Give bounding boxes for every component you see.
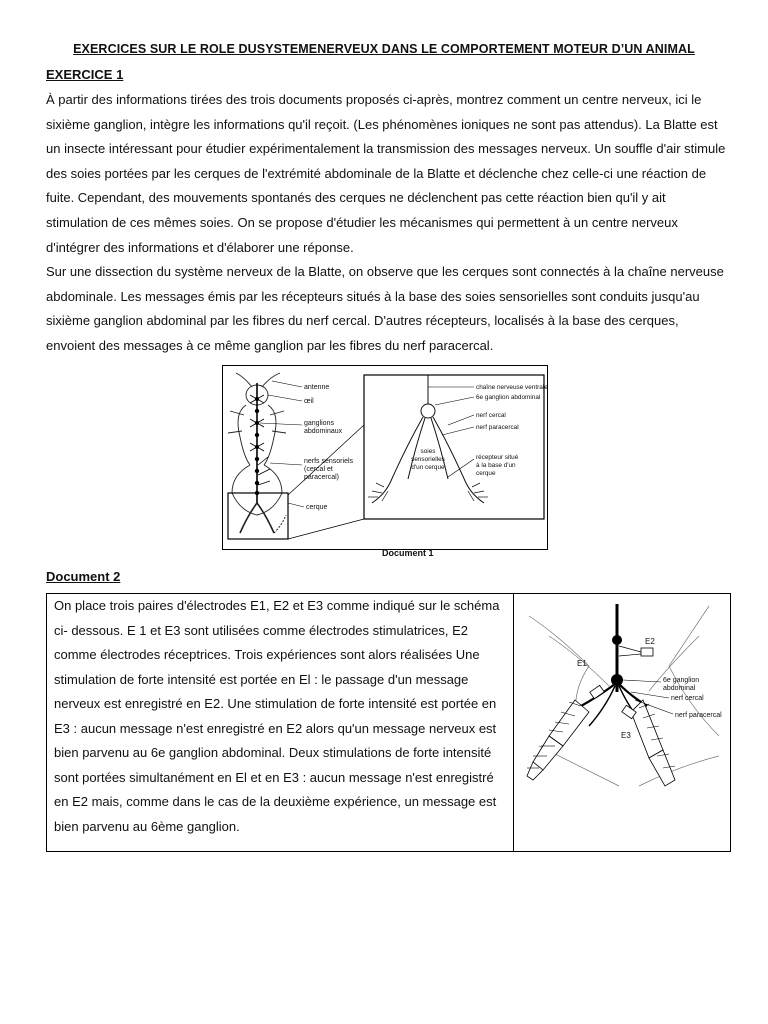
label-e3: E3: [621, 731, 631, 740]
label-recepteur-3: cerque: [476, 470, 496, 477]
label-nerfs-2: (cercal et: [304, 466, 333, 473]
label-e2: E2: [645, 637, 655, 646]
document1-figure: [222, 365, 548, 558]
label-nerf-cercal: nerf cercal: [476, 412, 506, 419]
label-e1: E1: [577, 659, 587, 668]
label-chaine: chaîne nerveuse ventrale: [476, 384, 548, 391]
label-antenne: antenne: [304, 384, 330, 391]
document2-heading: Document 2: [46, 569, 121, 584]
label-nerfs-1: nerfs sensoriels: [304, 458, 354, 465]
label-nerf-cercal-2: nerf cercal: [671, 695, 704, 702]
label-oeil: œil: [304, 398, 314, 405]
label-soies-1: soies: [420, 448, 436, 455]
label-ganglion-b: abdominal: [663, 685, 696, 692]
document1-caption: Document 1: [382, 548, 434, 558]
exercise-paragraph-2: Sur une dissection du système nerveux de la Blatte, on observe que les cerques sont connectés à la chaîne nerveuse abdominale. Les messages émis par les récepteurs situés à la base des soies sensorielles sont conduits jusqu'au sixième ganglion abdominal par les fibres du nerf cercal. D'autres récepteurs, localisés à la base des cerques, envoient des messages à ce même ganglion par les fibres du nerf paracercal.: [46, 264, 724, 353]
label-nerf-paracercal: nerf paracercal: [476, 424, 519, 431]
label-ganglions-2: abdominaux: [304, 428, 343, 435]
document2-table: [46, 593, 731, 852]
label-recepteur-2: à la base d'un: [476, 462, 516, 469]
label-ganglion-a: 6e ganglion: [663, 677, 700, 684]
label-nerfs-3: paracercal): [304, 474, 340, 481]
document2-figure: [519, 596, 727, 798]
page-title: EXERCICES SUR LE ROLE DUSYSTEMENERVEUX DANS LE COMPORTEMENT MOTEUR D’UN ANIMAL: [73, 42, 695, 56]
label-ganglions-1: ganglions: [304, 420, 334, 427]
label-ganglion6: 6e ganglion abdominal: [476, 394, 541, 401]
exercise-paragraph-1: À partir des informations tirées des trois documents proposés ci-après, montrez comment un centre nerveux, ici le sixième ganglion, intègre les informations qu'il reçoit. (Les phénomènes ioniques ne sont pas attendus). La Blatte est un insecte intéressant pour étudier expérimentalement la transmission des messages nerveux. Un souffle d'air stimule des soies portées par les cerques de l'extrémité abdominale de la Blatte et déclenche chez celle-ci une réaction de fuite. Cependant, des mouvements spontanés des cerques ne déclenchent pas cette réaction bien qu'il y ait stimulation de ces mêmes soies. On se propose d'étudier les mécanismes qui permettent à un centre nerveux d'intégrer des informations et d'élaborer une réponse.: [46, 92, 726, 255]
label-recepteur-1: récepteur situé: [476, 454, 519, 461]
document2-text: On place trois paires d'électrodes E1, E2 et E3 comme indiqué sur le schéma ci- dessous. E 1 et E3 sont utilisées comme électrodes stimulatrices, E2 comme électrodes réceptrices. Trois expériences sont alors réalisées Une stimulation de forte intensité est portée en El : le passage d'un message nerveux est enregistré en E2. Une stimulation de forte intensité est portée en E3 : aucun message n'est enregistré en E2 alors qu'un message nerveux est bien parvenu au 6e ganglion abdominal. Deux stimulations de forte intensité sont portées simultanément en El et en E3 : aucun message n'est enregistré en E2 mais, comme dans le cas de la deuxième expérience, un message est bien parvenu au 6ème ganglion.: [54, 598, 500, 834]
exercise-heading: EXERCICE 1: [46, 67, 124, 82]
label-soies-3: d'un cerque: [411, 464, 445, 471]
label-soies-2: sensorielles: [411, 456, 445, 463]
label-cerque: cerque: [306, 504, 328, 511]
label-nerf-paracercal-2: nerf paracercal: [675, 712, 722, 719]
table-divider: [513, 594, 514, 851]
